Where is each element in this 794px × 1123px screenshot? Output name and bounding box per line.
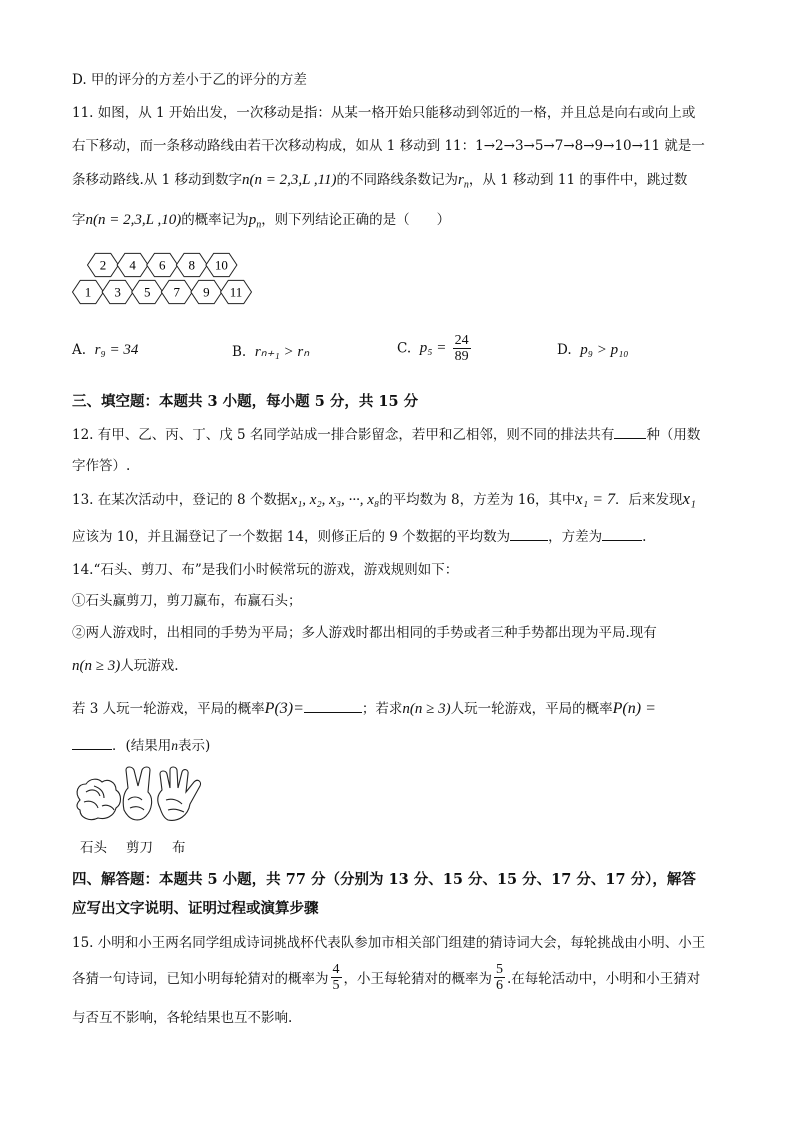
hex-cell (161, 280, 192, 303)
q13-line2-a: 应该为 10，并且漏登记了一个数据 14，则修正后的 9 个数据的平均数为 (72, 529, 511, 545)
q15-line2-b: ，小王每轮猜对的概率为 (343, 971, 492, 987)
q11-option-b (232, 342, 309, 361)
q15-line2-a: 各猜一句诗词，已知小明每轮猜对的概率为 (72, 971, 329, 987)
q13-line2-b: ，方差为 (548, 529, 603, 545)
hex-cell-label: 8 (188, 257, 196, 273)
q11-line4-math: n(n = 2,3,L ,10) (85, 212, 182, 228)
scissors-hand-icon (123, 767, 151, 820)
hex-cell-label: 5 (143, 284, 151, 300)
q11-option-c (397, 333, 473, 364)
q11-line3-math: n(n = 2,3,L ,11) (241, 172, 337, 188)
section4-heading-line2: 应写出文字说明、证明过程或演算步骤 (72, 900, 319, 917)
hex-cell (176, 253, 207, 276)
hex-cell-label: 7 (173, 284, 181, 300)
q11-option-b-label: B. (232, 344, 247, 360)
q11-line3 (72, 168, 687, 191)
q14-line4 (72, 654, 179, 675)
hex-cell (73, 280, 104, 303)
hex-cell (132, 280, 163, 303)
answer-blank (304, 700, 362, 713)
hex-cell-label: 10 (214, 257, 228, 273)
answer-blank (614, 426, 646, 439)
rps-caption-paper: 布 (172, 840, 186, 856)
answer-blank (602, 528, 642, 541)
q15-fraction-1 (331, 962, 342, 993)
q11-option-a-label: A. (72, 342, 87, 358)
hex-cell-label: 1 (84, 284, 92, 300)
hex-cell (221, 280, 252, 303)
q14-line4-b: 人玩游戏. (120, 658, 179, 674)
rps-caption-scissors: 剪刀 (126, 840, 153, 856)
q14-line5-math3: P(n) = (612, 700, 656, 717)
fraction-denominator: 5 (332, 977, 340, 993)
q11-line4-a: 字 (72, 212, 86, 228)
q13-line1-var: x₁ (682, 489, 696, 508)
q14-line6-b: ．(结果用 (112, 738, 172, 754)
open-hand-icon (158, 767, 201, 820)
hex-cell-label: 9 (203, 284, 210, 300)
rock-paper-scissors-figure (72, 764, 220, 836)
q11-option-d-math: p₉ > p₁₀ (580, 342, 629, 358)
q11-option-d (557, 342, 629, 359)
q13-line1 (72, 488, 696, 509)
fraction-numerator: 4 (332, 961, 340, 977)
hex-cell-label: 11 (229, 284, 243, 300)
q13-line1-math: x₁, x₂, x₃, ···, x₈ (290, 492, 380, 508)
q13-line1-a: 13. 在某次活动中，登记的 8 个数据 (72, 492, 291, 508)
q14-line2: ①石头赢剪刀，剪刀赢布，布赢石头； (72, 593, 302, 609)
fist-icon (77, 779, 121, 819)
q11-line3-c: ，从 1 移动到 11 的事件中，跳过数 (468, 172, 688, 188)
hex-cell (147, 253, 178, 276)
q11-option-a-math: r₉ = 34 (94, 342, 139, 358)
q11-line1: 11. 如图，从 1 开始出发，一次移动是指：从某一格开始只能移动到邻近的一格，并且总是向右或向上或 (72, 105, 696, 121)
q12-line1 (72, 423, 700, 443)
section3-heading: 三、填空题：本题共 3 小题，每小题 5 分，共 15 分 (72, 393, 419, 410)
hex-cell-label: 2 (99, 257, 107, 273)
q14-line6 (72, 734, 210, 754)
q14-line4-math: n(n ≥ 3) (72, 658, 121, 674)
q13-line1-math2: x₁ = 7 (575, 491, 616, 508)
hex-cell-label: 3 (114, 284, 121, 300)
hex-cell (191, 280, 222, 303)
q15-line3: 与否互不影响，各轮结果也互不影响. (72, 1010, 293, 1026)
hex-cell-label: 4 (129, 257, 136, 273)
q12-line1-a: 12. 有甲、乙、丙、丁、戊 5 名同学站成一排合影留念，若甲和乙相邻，则不同的排法共有 (72, 427, 615, 443)
answer-blank (72, 737, 112, 750)
q11-option-b-math: rₙ₊₁ > rₙ (254, 344, 310, 360)
answer-blank (510, 528, 548, 541)
q11-option-d-label: D. (557, 342, 572, 358)
q11-line3-a: 条移动路线.从 1 移动到数字 (72, 172, 242, 188)
q14-line6-c: 表示) (178, 738, 211, 754)
hexagon-grid-figure (70, 246, 260, 310)
q11-line4-c: ，则下列结论正确的是（ ） (261, 212, 451, 228)
q11-line4-var: p (248, 212, 257, 228)
fraction-denominator: 6 (496, 977, 503, 993)
q13-line2-c: . (642, 529, 647, 545)
q14-line6-var: n (171, 738, 179, 753)
q11-option-c-fraction (453, 333, 471, 364)
section4-heading-line1: 四、解答题：本题共 5 小题，共 77 分（分别为 13 分、15 分、15 分、17 分、17 分），解答 (72, 871, 696, 888)
fraction-numerator: 5 (496, 961, 503, 977)
q11-line4 (72, 208, 450, 231)
q11-line3-var: r (458, 172, 464, 188)
q10-option-d: D. 甲的评分的方差小于乙的评分的方差 (72, 72, 307, 88)
q12-line2: 字作答）. (72, 458, 131, 474)
q14-line5-math2: n(n ≥ 3) (402, 701, 451, 717)
q14-line5-b: ；若求 (361, 701, 403, 717)
q14-line3: ②两人游戏时，出相同的手势为平局；多人游戏时都出相同的手势或者三种手势都出现为平局.现有 (72, 625, 657, 641)
q15-line2-c: .在每轮活动中，小明和小王猜对 (507, 971, 701, 987)
q14-line5-math: P(3)= (264, 700, 304, 717)
fraction-numerator: 24 (454, 333, 469, 348)
q11-option-c-label: C. (397, 340, 412, 357)
hex-cell-label: 6 (158, 257, 166, 273)
q12-line1-b: 种（用数 (646, 427, 701, 443)
q13-line1-b: 的平均数为 8，方差为 16，其中 (379, 492, 576, 508)
q11-line4-b: 的概率记为 (181, 212, 249, 228)
hex-cell (88, 253, 119, 276)
q11-line3-sub: n (463, 179, 469, 191)
q15-fraction-2 (494, 962, 505, 993)
q15-line1: 15. 小明和小王两名同学组成诗词挑战杯代表队参加市相关部门组建的猜诗词大会，每轮挑战由小明、小王 (72, 935, 706, 951)
q11-line4-sub: n (256, 219, 262, 231)
hex-cell (117, 253, 148, 276)
q15-line2 (72, 957, 700, 997)
q11-line2: 右下移动，而一条移动路线由若干次移动构成，如从 1 移动到 11：1→2→3→5→7→8→9→10→11 就是一 (72, 138, 705, 154)
q14-line1: 14.“石头、剪刀、布”是我们小时候常玩的游戏，游戏规则如下： (72, 562, 459, 578)
hex-cell (102, 280, 133, 303)
q14-line5-a: 若 3 人玩一轮游戏，平局的概率 (72, 701, 265, 717)
q11-line3-b: 的不同路线条数记为 (336, 172, 459, 188)
q11-option-a (72, 342, 138, 359)
hex-cell (206, 253, 237, 276)
rps-caption-rock: 石头 (80, 840, 107, 856)
q13-line1-c: ．后来发现 (615, 492, 683, 508)
q14-line5 (72, 697, 656, 718)
q14-line5-c: 人玩一轮游戏，平局的概率 (450, 701, 613, 717)
q13-line2 (72, 525, 646, 545)
fraction-denominator: 89 (454, 349, 469, 364)
q11-option-c-lhs: p₅ = (419, 340, 447, 356)
